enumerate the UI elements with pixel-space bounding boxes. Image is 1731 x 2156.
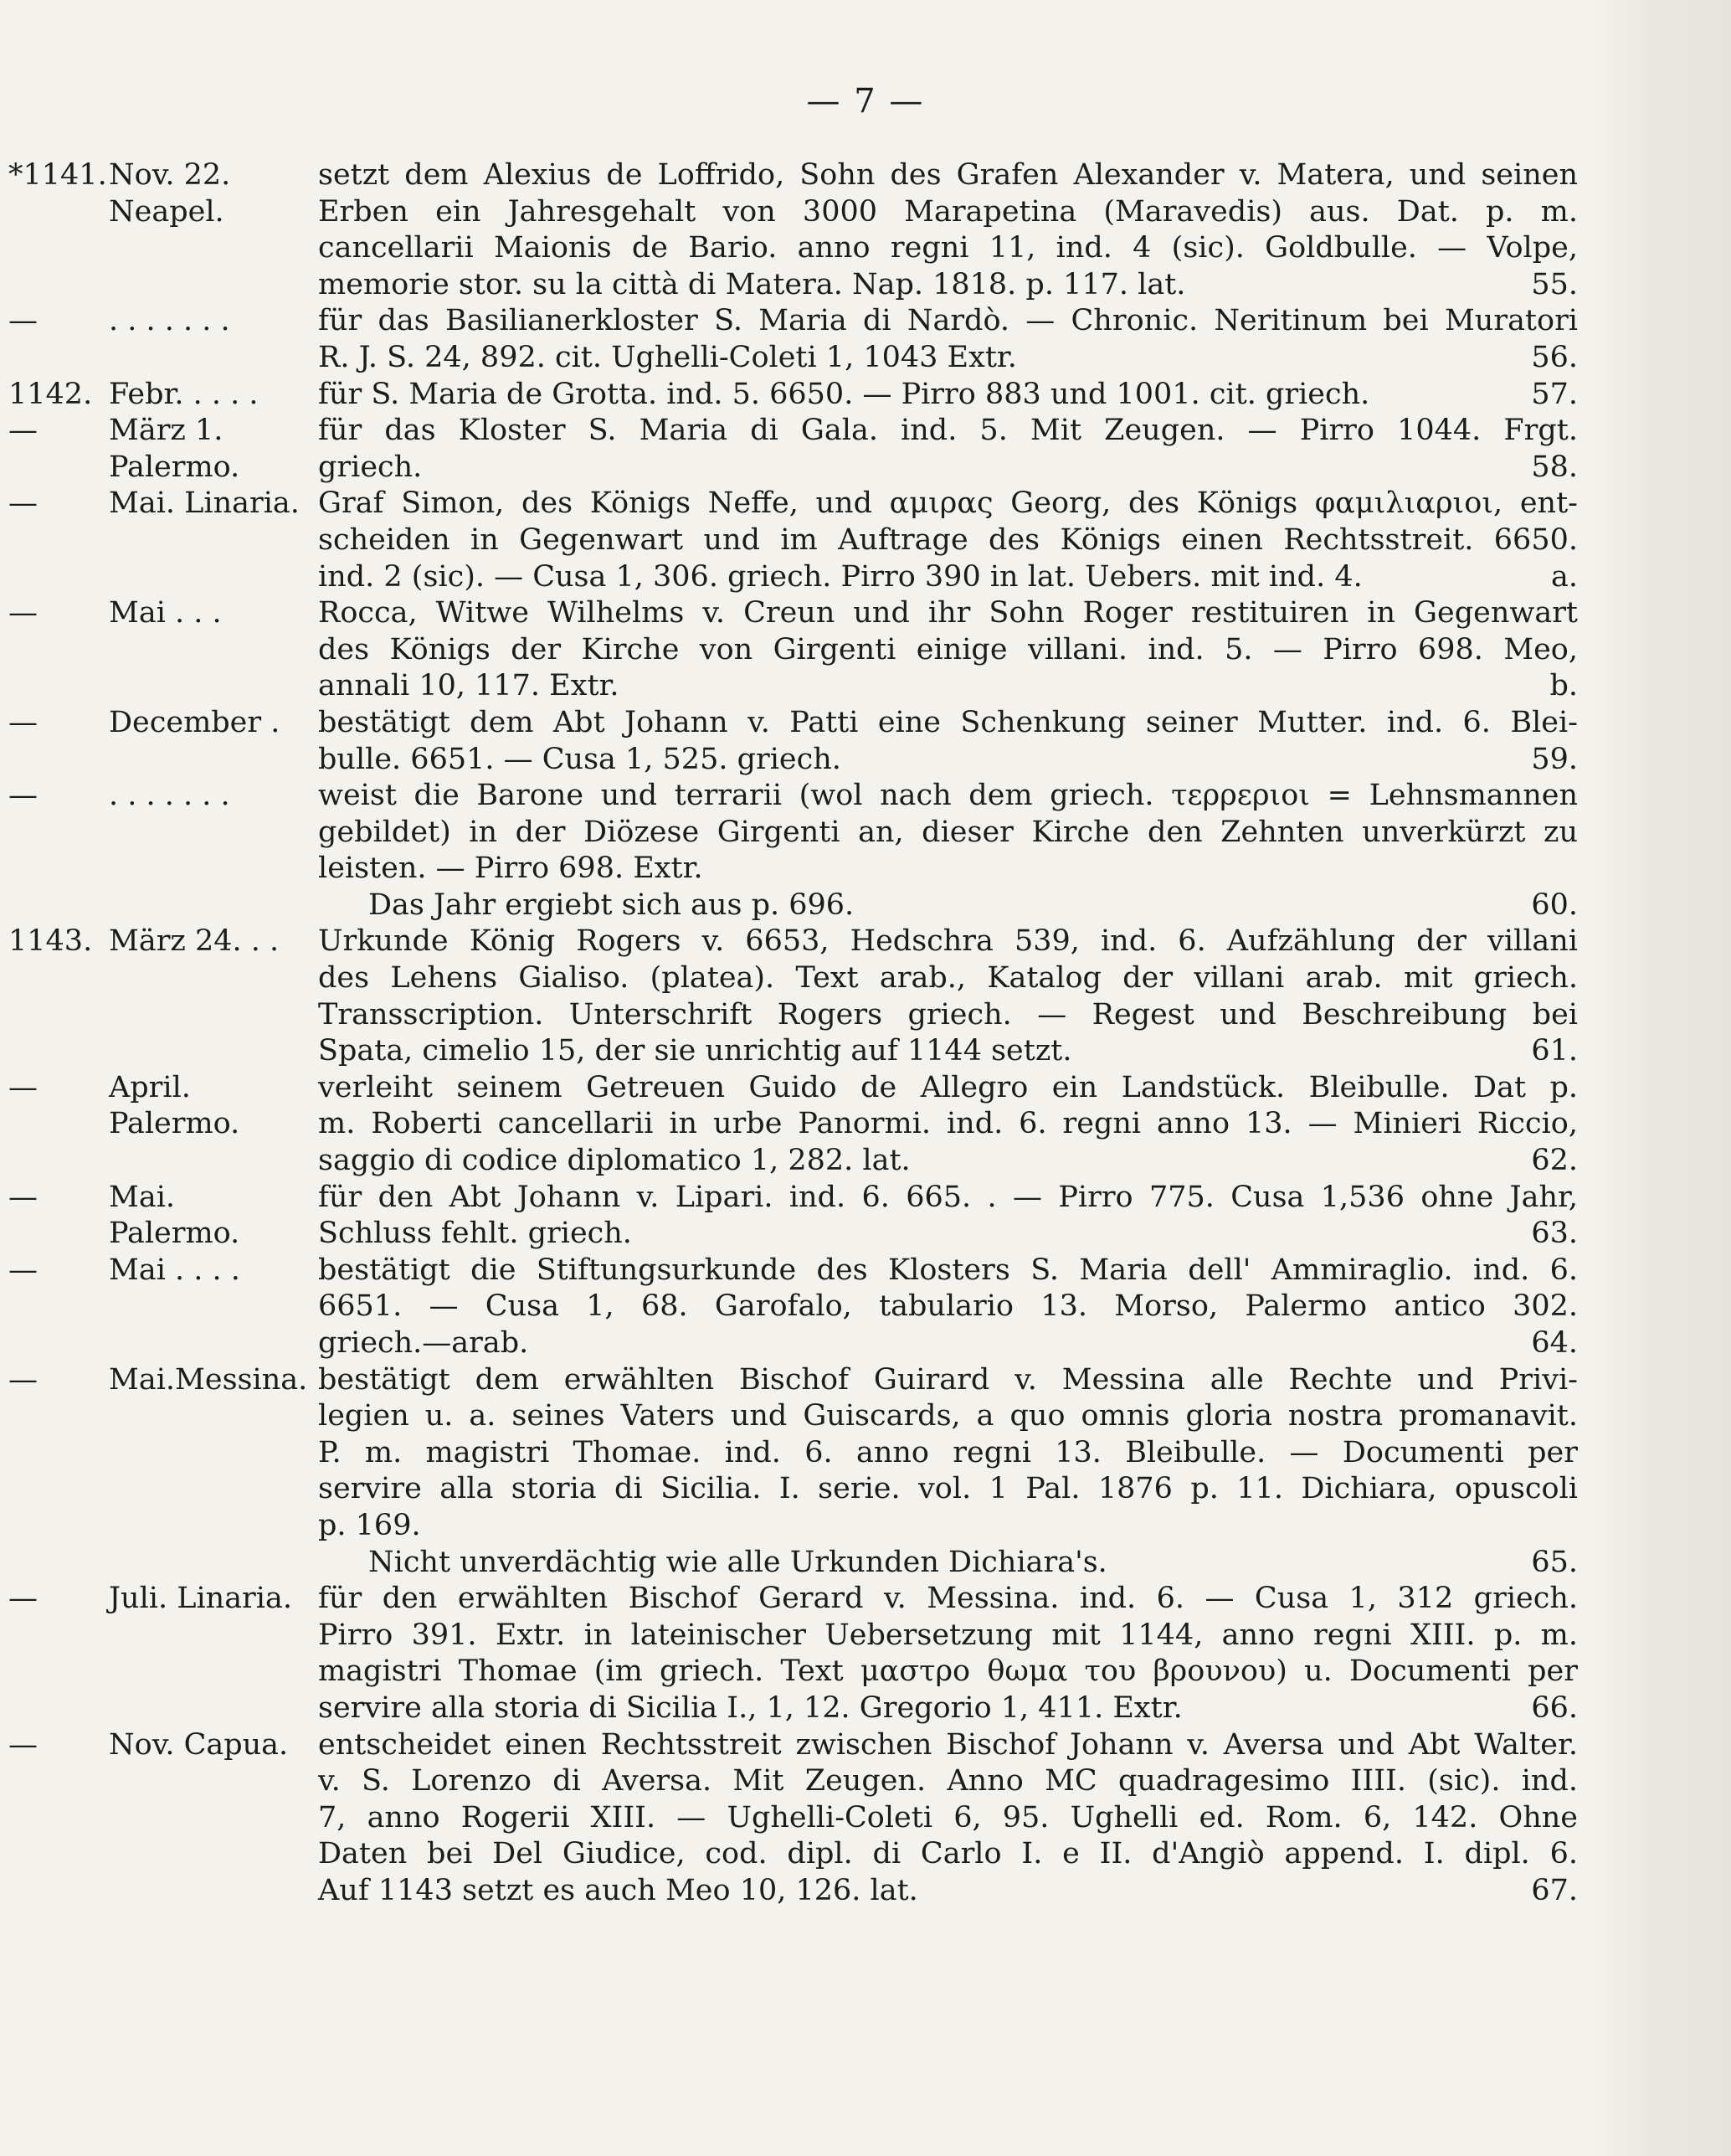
regest-entry <box>0 1070 1731 1180</box>
page-number: — 7 — <box>806 82 925 121</box>
entry-text: cancellarii Maionis de Bario. anno regni 11, ind. 4 (sic). Goldbulle. — Volpe, <box>318 231 1578 265</box>
entry-date: März 1. <box>109 414 223 448</box>
entry-date: Febr. . . . . <box>109 377 259 411</box>
entry-text: servire alla storia di Sicilia. I. serie. vol. 1 Pal. 1876 p. 11. Dichiara, opuscoli <box>318 1472 1578 1506</box>
entry-line <box>0 522 1731 559</box>
entry-text: setzt dem Alexius de Loffrido, Sohn des Grafen Alexander v. Matera, und seinen <box>318 158 1578 192</box>
entry-number: 64. <box>1531 1326 1578 1360</box>
entry-line <box>0 1508 1731 1545</box>
entry-number: 56. <box>1531 340 1578 374</box>
entry-date: Mai . . . <box>109 596 222 630</box>
entry-line <box>0 1727 1731 1764</box>
regest-entry <box>0 1727 1731 1910</box>
regest-entry <box>0 303 1731 376</box>
entry-line <box>0 705 1731 742</box>
entry-text: verleiht seinem Getreuen Guido de Allegro ein Landstück. Bleibulle. Dat p. <box>318 1070 1578 1104</box>
entry-number: 60. <box>1531 888 1578 922</box>
entry-line <box>0 632 1731 669</box>
entry-year: 1142. <box>8 377 93 411</box>
entry-line <box>0 377 1731 414</box>
entry-line <box>0 1690 1731 1727</box>
entry-date: . . . . . . . <box>109 779 230 813</box>
entry-text: Daten bei Del Giudice, cod. dipl. di Carlo I. e II. d'Angiò append. I. dipl. 6. <box>318 1837 1578 1871</box>
entry-number: 57. <box>1531 377 1578 411</box>
entry-line <box>0 1800 1731 1837</box>
regest-list <box>0 157 1731 1910</box>
entry-number: 62. <box>1531 1144 1578 1178</box>
entry-text: entscheidet einen Rechtsstreit zwischen Bischof Johann v. Aversa und Abt Walter. <box>318 1727 1578 1762</box>
entry-text: Graf Simon, des Königs Neffe, und αμιρας Georg, des Königs φαμιλιαριοι, ent- <box>318 486 1578 521</box>
entry-year: — <box>8 1727 38 1762</box>
entry-line <box>0 486 1731 522</box>
regest-entry <box>0 1581 1731 1726</box>
entry-year: — <box>8 414 38 448</box>
regest-entry <box>0 705 1731 778</box>
entry-line <box>0 1033 1731 1070</box>
entry-text: memorie stor. su la città di Matera. Nap. 1818. p. 117. lat. <box>318 267 1186 301</box>
entry-line <box>0 1143 1731 1180</box>
entry-place: Palermo. <box>109 1217 240 1251</box>
entry-line <box>0 194 1731 231</box>
entry-text: Urkunde König Rogers v. 6653, Hedschra 539, ind. 6. Aufzählung der villani <box>318 924 1578 959</box>
entry-text: scheiden in Gegenwart und im Auftrage des Königs einen Rechtsstreit. 6650. <box>318 522 1578 557</box>
entry-text: bulle. 6651. — Cusa 1, 525. griech. <box>318 742 841 776</box>
entry-year: — <box>8 779 38 813</box>
entry-line <box>0 742 1731 779</box>
entry-line <box>0 1289 1731 1325</box>
entry-date: Mai. Linaria. <box>109 486 300 521</box>
entry-text: für den Abt Johann v. Lipari. ind. 6. 665. . — Pirro 775. Cusa 1,536 ohne Jahr, <box>318 1180 1578 1214</box>
entry-place: Neapel. <box>109 194 224 229</box>
entry-line <box>0 230 1731 267</box>
regest-entry <box>0 1180 1731 1253</box>
entry-line <box>0 340 1731 377</box>
entry-date: Mai . . . . <box>109 1253 240 1287</box>
entry-text: ind. 2 (sic). — Cusa 1, 306. griech. Pirro 390 in lat. Uebers. mit ind. 4. <box>318 559 1363 594</box>
entry-number: 59. <box>1531 742 1578 776</box>
regest-entry <box>0 486 1731 595</box>
regest-entry <box>0 157 1731 303</box>
entry-text: legien u. a. seines Vaters und Guiscards, a quo omnis gloria nostra promanavit. <box>318 1399 1578 1433</box>
entry-line <box>0 1581 1731 1618</box>
entry-text: p. 169. <box>318 1508 421 1542</box>
entry-line <box>0 1873 1731 1910</box>
regest-entry <box>0 924 1731 1069</box>
entry-year: — <box>8 304 38 338</box>
entry-text: für das Basilianerkloster S. Maria di Nardò. — Chronic. Neritinum bei Muratori <box>318 304 1578 338</box>
entry-text: des Königs der Kirche von Girgenti einige villani. ind. 5. — Pirro 698. Meo, <box>318 632 1578 666</box>
entry-number: a. <box>1551 559 1578 594</box>
entry-line <box>0 888 1731 924</box>
entry-year: — <box>8 1253 38 1287</box>
entry-date: Mai.Messina. <box>109 1362 308 1397</box>
entry-note: Nicht unverdächtig wie alle Urkunden Dichiara's. <box>368 1545 1107 1579</box>
entry-text: P. m. magistri Thomae. ind. 6. anno regni 13. Bleibulle. — Documenti per <box>318 1435 1578 1469</box>
entry-line <box>0 1545 1731 1582</box>
entry-number: 58. <box>1531 450 1578 484</box>
regest-entry <box>0 1253 1731 1362</box>
entry-number: 63. <box>1531 1217 1578 1251</box>
entry-text: servire alla storia di Sicilia I., 1, 12. Gregorio 1, 411. Extr. <box>318 1690 1183 1725</box>
entry-text: bestätigt die Stiftungsurkunde des Klosters S. Maria dell' Ammiraglio. ind. 6. <box>318 1253 1578 1287</box>
entry-date: Mai. <box>109 1180 176 1214</box>
entry-number: 65. <box>1531 1545 1578 1579</box>
entry-text: Transscription. Unterschrift Rogers griech. — Regest und Beschreibung bei <box>318 997 1578 1032</box>
regest-entry <box>0 1362 1731 1582</box>
entry-text: Erben ein Jahresgehalt von 3000 Marapetina (Maravedis) aus. Dat. p. m. <box>318 194 1578 229</box>
entry-text: griech.—arab. <box>318 1326 529 1360</box>
entry-line <box>0 1763 1731 1800</box>
entry-number: 61. <box>1531 1034 1578 1068</box>
entry-line <box>0 960 1731 997</box>
entry-number: 55. <box>1531 267 1578 301</box>
entry-line <box>0 1070 1731 1107</box>
entry-text: Auf 1143 setzt es auch Meo 10, 126. lat. <box>318 1873 918 1907</box>
entry-text: 7, anno Rogerii XIII. — Ughelli-Coleti 6, 95. Ughelli ed. Rom. 6, 142. Ohne <box>318 1800 1578 1834</box>
entry-date: März 24. . . <box>109 924 280 959</box>
entry-line <box>0 1216 1731 1253</box>
entry-text: R. J. S. 24, 892. cit. Ughelli-Coleti 1, 1043 Extr. <box>318 340 1017 374</box>
entry-date: . . . . . . . <box>109 304 230 338</box>
entry-line <box>0 157 1731 194</box>
entry-number: 66. <box>1531 1690 1578 1725</box>
entry-line <box>0 1471 1731 1508</box>
entry-year: — <box>8 1582 38 1616</box>
entry-text: Schluss fehlt. griech. <box>318 1217 632 1251</box>
entry-line <box>0 1618 1731 1654</box>
entry-line <box>0 1836 1731 1873</box>
entry-line <box>0 1180 1731 1217</box>
entry-note: Das Jahr ergiebt sich aus p. 696. <box>368 888 855 922</box>
entry-date: Nov. Capua. <box>109 1727 289 1762</box>
entry-line <box>0 303 1731 340</box>
entry-text: für den erwählten Bischof Gerard v. Messina. ind. 6. — Cusa 1, 312 griech. <box>318 1582 1578 1616</box>
entry-text: Rocca, Witwe Wilhelms v. Creun und ihr Sohn Roger restituiren in Gegenwart <box>318 596 1578 630</box>
entry-year: — <box>8 1180 38 1214</box>
entry-place: Palermo. <box>109 450 240 484</box>
entry-line <box>0 1106 1731 1143</box>
entry-line <box>0 1325 1731 1362</box>
entry-text: v. S. Lorenzo di Aversa. Mit Zeugen. Anno MC quadragesimo IIII. (sic). ind. <box>318 1764 1578 1798</box>
entry-place: Palermo. <box>109 1107 240 1141</box>
entry-number: 67. <box>1531 1873 1578 1907</box>
entry-line <box>0 413 1731 450</box>
entry-text: annali 10, 117. Extr. <box>318 669 619 703</box>
entry-text: bestätigt dem Abt Johann v. Patti eine Schenkung seiner Mutter. ind. 6. Blei- <box>318 705 1578 739</box>
entry-date: Nov. 22. <box>109 158 231 192</box>
entry-line <box>0 778 1731 815</box>
entry-text: griech. <box>318 450 423 484</box>
entry-year: — <box>8 705 38 739</box>
entry-text: saggio di codice diplomatico 1, 282. lat. <box>318 1144 911 1178</box>
entry-year: *1141. <box>8 158 107 192</box>
entry-line <box>0 1362 1731 1399</box>
entry-year: — <box>8 1070 38 1104</box>
entry-line <box>0 1435 1731 1472</box>
entry-text: gebildet) in der Diözese Girgenti an, dieser Kirche den Zehnten unverkürzt zu <box>318 815 1578 849</box>
entry-line <box>0 815 1731 852</box>
entry-text: magistri Thomae (im griech. Text μαστρο θωμα του βρουνου) u. Documenti per <box>318 1654 1578 1689</box>
regest-entry <box>0 595 1731 705</box>
entry-line <box>0 997 1731 1034</box>
entry-date: December . <box>109 705 280 739</box>
entry-text: für S. Maria de Grotta. ind. 5. 6650. — Pirro 883 und 1001. cit. griech. <box>318 377 1370 411</box>
entry-line <box>0 1398 1731 1435</box>
entry-year: 1143. <box>8 924 93 959</box>
entry-date: April. <box>109 1070 191 1104</box>
entry-line <box>0 924 1731 960</box>
entry-year: — <box>8 486 38 521</box>
entry-number: b. <box>1549 669 1578 703</box>
entry-line <box>0 1253 1731 1289</box>
entry-line <box>0 595 1731 632</box>
regest-entry <box>0 778 1731 924</box>
regest-entry <box>0 377 1731 414</box>
entry-text: weist die Barone und terrarii (wol nach dem griech. τερρεριοι = Lehnsmannen <box>318 779 1578 813</box>
entry-line <box>0 267 1731 304</box>
entry-text: leisten. — Pirro 698. Extr. <box>318 852 703 886</box>
entry-line <box>0 1654 1731 1690</box>
regest-entry <box>0 413 1731 486</box>
entry-text: Spata, cimelio 15, der sie unrichtig auf 1144 setzt. <box>318 1034 1072 1068</box>
entry-text: des Lehens Gialiso. (platea). Text arab., Katalog der villani arab. mit griech. <box>318 961 1578 996</box>
entry-date: Juli. Linaria. <box>109 1582 292 1616</box>
entry-text: für das Kloster S. Maria di Gala. ind. 5. Mit Zeugen. — Pirro 1044. Frgt. <box>318 414 1578 448</box>
entry-text: bestätigt dem erwählten Bischof Guirard v. Messina alle Rechte und Privi- <box>318 1362 1578 1397</box>
entry-year: — <box>8 1362 38 1397</box>
entry-text: Pirro 391. Extr. in lateinischer Uebersetzung mit 1144, anno regni XIII. p. m. <box>318 1618 1578 1652</box>
entry-text: m. Roberti cancellarii in urbe Panormi. ind. 6. regni anno 13. — Minieri Riccio, <box>318 1107 1578 1141</box>
entry-text: 6651. — Cusa 1, 68. Garofalo, tabulario 13. Morso, Palermo antico 302. <box>318 1289 1578 1324</box>
entry-line <box>0 851 1731 888</box>
entry-line <box>0 559 1731 596</box>
entry-line <box>0 668 1731 705</box>
entry-year: — <box>8 596 38 630</box>
entry-line <box>0 450 1731 486</box>
